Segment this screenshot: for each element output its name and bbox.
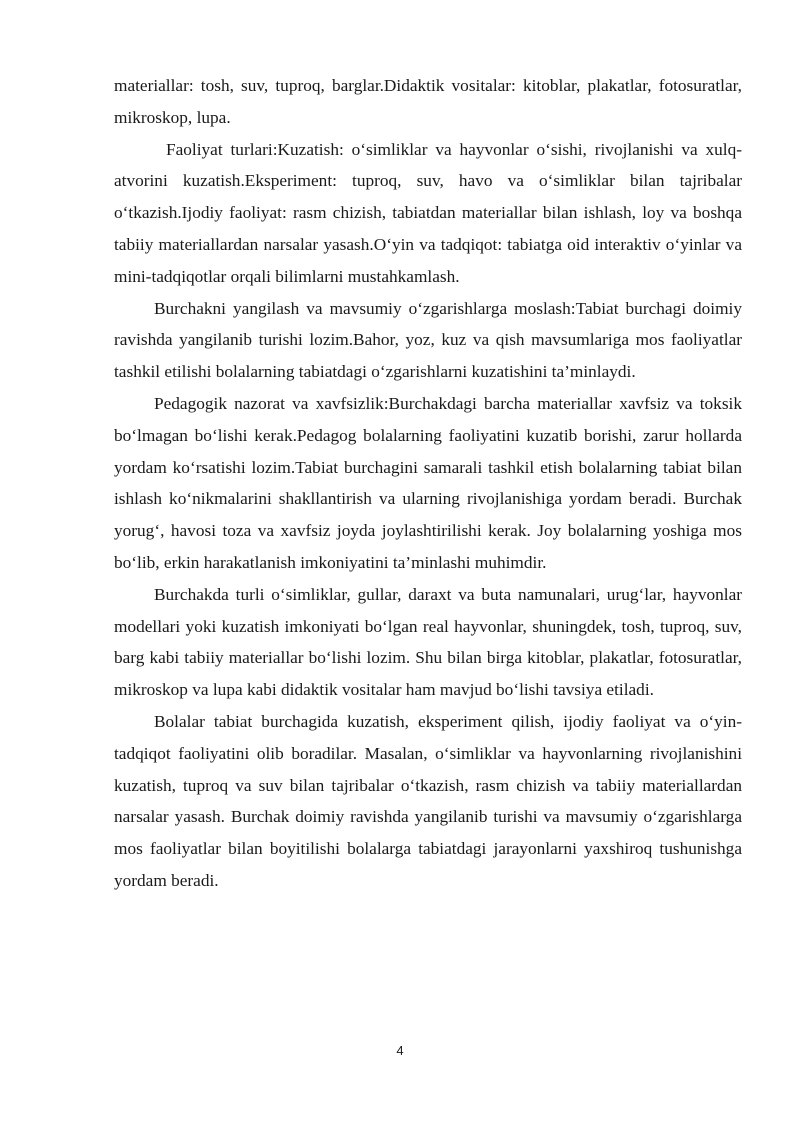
document-page xyxy=(114,70,742,897)
paragraph-corner-contents: Burchakda turli o‘simliklar, gullar, daraxt va buta namunalari, urug‘lar, hayvonlar modellari yoki kuzatish imkoniyati bo‘lgan real hayvonlar, shuningdek, tosh, tuproq, suv, barg kabi tabiiy materiallar bo‘lishi lozim. Shu bilan birga kitoblar, plakatlar, fotosuratlar, mikroskop va lupa kabi didaktik vositalar ham mavjud bo‘lishi tavsiya etiladi. xyxy=(114,584,742,700)
paragraph-seasonal-update: Burchakni yangilash va mavsumiy o‘zgarishlarga moslash:Tabiat burchagi doimiy ravishda yangilanib turishi lozim.Bahor, yoz, kuz va qish mavsumlariga mos faoliyatlar tashkil etilishi bolalarning tabiatdagi o‘zgarishlarni kuzatishini ta’minlaydi. xyxy=(114,298,742,382)
paragraph-activity-types: Faoliyat turlari:Kuzatish: o‘simliklar va hayvonlar o‘sishi, rivojlanishi va xulq-atvorini kuzatish.Eksperiment: tuproq, suv, havo va o‘simliklar bilan tajribalar o‘tkazish.Ijodiy faoliyat: rasm chizish, tabiatdan materiallar bilan ishlash, loy va boshqa tabiiy materiallardan narsalar yasash.O‘yin va tadqiqot: tabiatga oid interaktiv o‘yinlar va mini-tadqiqotlar orqali bilimlarni mustahkamlash. xyxy=(114,139,742,286)
paragraph-safety: Pedagogik nazorat va xavfsizlik:Burchakdagi barcha materiallar xavfsiz va toksik bo‘lmagan bo‘lishi kerak.Pedagog bolalarning faoliyatini kuzatib borishi, zarur hollarda yordam ko‘rsatishi lozim.Tabiat burchagini samarali tashkil etish bolalarning tabiat bilan ishlash ko‘nikmalarini shakllantirish va ularning rivojlanishiga yordam beradi. Burchak yorug‘, havosi toza va xavfsiz joyda joylashtirilishi kerak. Joy bolalarning yoshiga mos bo‘lib, erkin harakatlanish imkoniyatini ta’minlashi muhimdir. xyxy=(114,393,742,572)
paragraph-materials-continued: materiallar: tosh, suv, tuproq, barglar.Didaktik vositalar: kitoblar, plakatlar, fotosuratlar, mikroskop, lupa. xyxy=(114,76,742,127)
page-number: 4 xyxy=(396,1043,404,1058)
paragraph-children-activities: Bolalar tabiat burchagida kuzatish, eksperiment qilish, ijodiy faoliyat va o‘yin-tadqiqot faoliyatini olib boradilar. Masalan, o‘simliklar va hayvonlarning rivojlanishini kuzatish, tuproq va suv bilan tajribalar o‘tkazish, rasm chizish va tabiiy materiallardan narsalar yasash. Burchak doimiy ravishda yangilanib turishi va mavsumiy o‘zgarishlarga mos faoliyatlar bilan boyitilishi bolalarga tabiatdagi jarayonlarni yaxshiroq tushunishga yordam beradi. xyxy=(114,711,742,890)
